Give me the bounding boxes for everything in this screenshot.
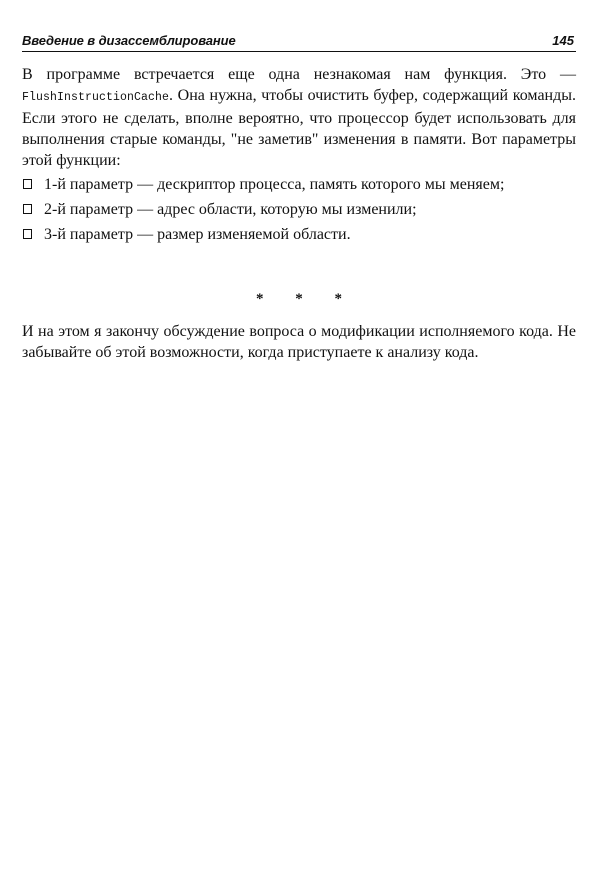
closing-paragraph: И на этом я закончу обсуждение вопроса о модификации исполняемого кода. Не забывайте об этой возможности, когда приступаете к анализу кода.	[22, 323, 576, 361]
list-item	[22, 199, 576, 220]
section-separator: * * *	[256, 291, 356, 307]
paragraph-text-end: . Она нужна, чтобы очистить буфер, содержащий команды. Если этого не сделать, вполне вероятно, что процессор будет использовать для выполнения старые команды, "не заметив" изменения в памяти. Вот параметры этой функции:	[22, 87, 576, 169]
list-item-text: 1-й параметр — дескриптор процесса, память которого мы меняем;	[44, 176, 505, 193]
parameter-list	[22, 174, 576, 245]
list-item-text: 2-й параметр — адрес области, которую мы изменили;	[44, 201, 417, 218]
list-item	[22, 174, 576, 195]
checkbox-bullet-icon	[23, 229, 32, 239]
checkbox-bullet-icon	[23, 179, 32, 189]
intro-paragraph	[22, 64, 576, 171]
chapter-title: Введение в дизассемблирование	[22, 33, 236, 48]
running-header	[22, 33, 576, 52]
page-number: 145	[552, 33, 574, 48]
list-item-text: 3-й параметр — размер изменяемой области.	[44, 226, 351, 243]
paragraph-text-start: В программе встречается еще одна незнакомая нам функция. Это —	[22, 66, 576, 83]
function-name-code: FlushInstructionCache	[22, 91, 170, 104]
page-content	[22, 64, 576, 363]
checkbox-bullet-icon	[23, 204, 32, 214]
list-item	[22, 224, 576, 245]
